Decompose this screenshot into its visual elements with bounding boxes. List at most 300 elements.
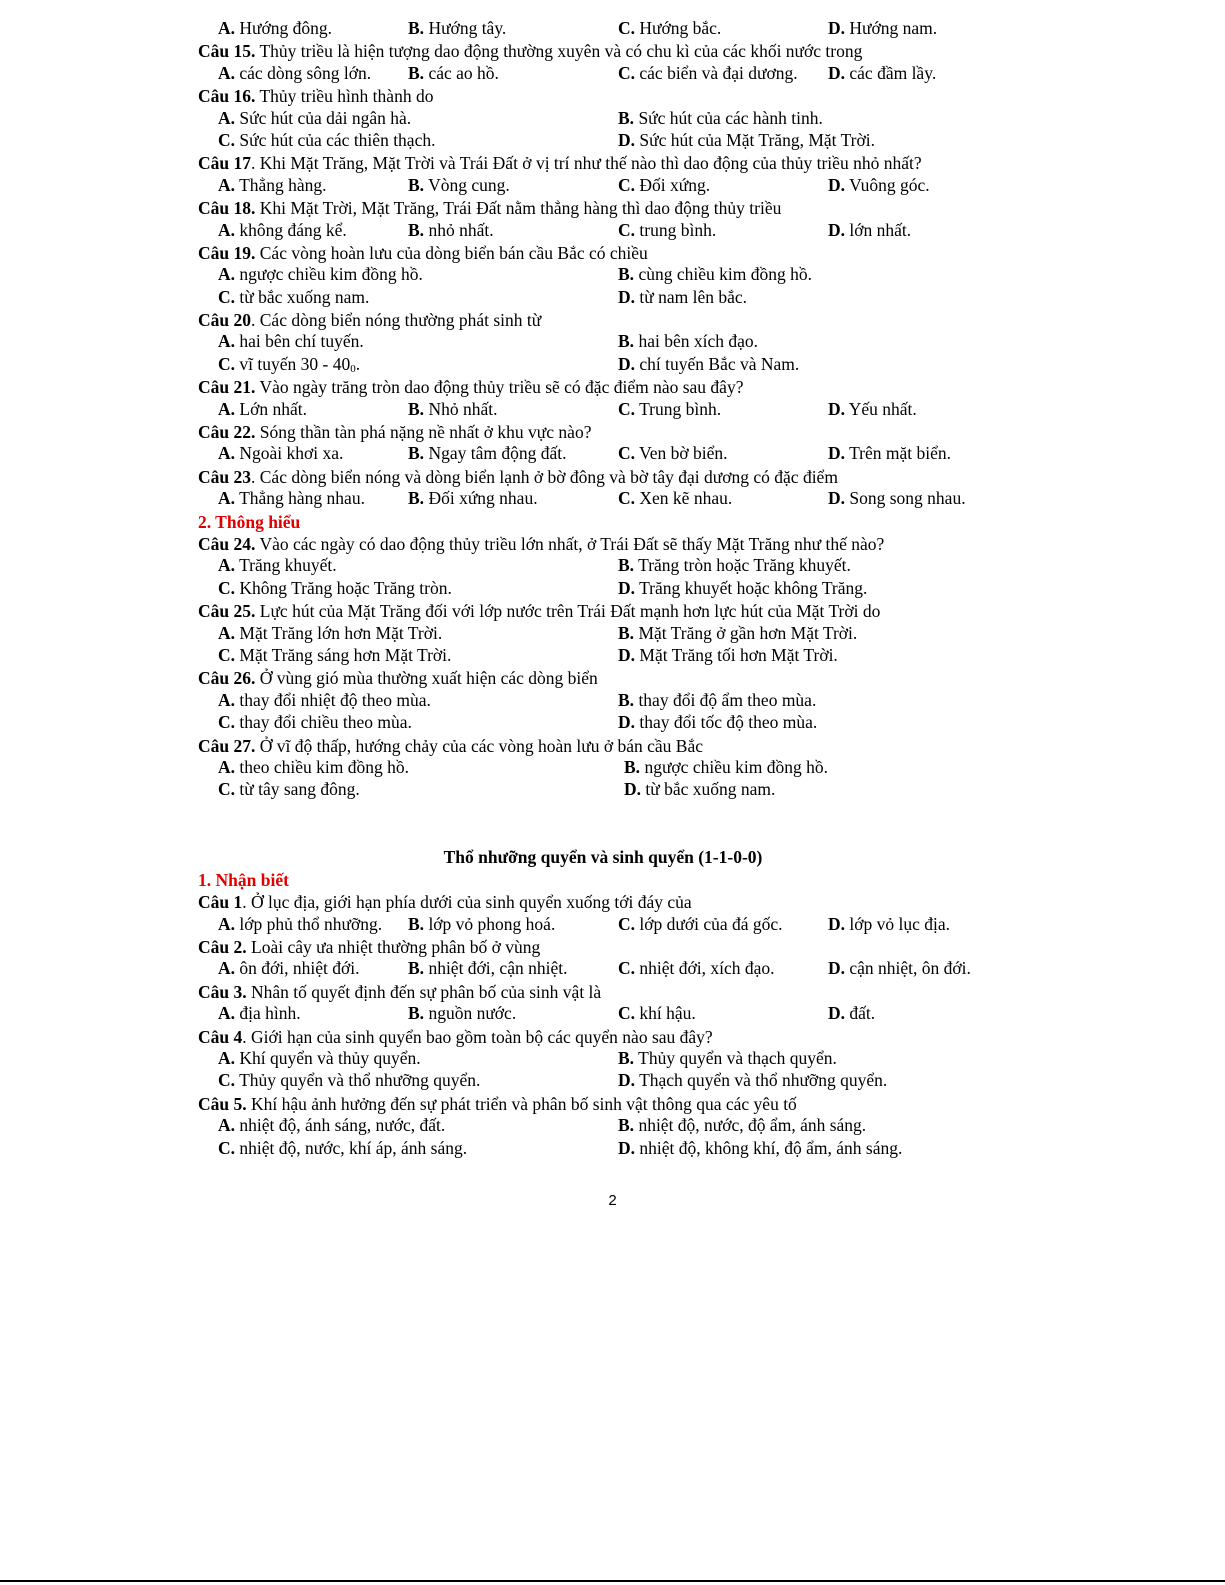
option-letter: C. (618, 62, 636, 83)
option-text: cùng chiều kim đồng hồ. (638, 264, 812, 285)
option-d (828, 1003, 875, 1024)
option-letter: A. (218, 488, 236, 509)
option-c (618, 175, 710, 196)
question-stem (198, 242, 1008, 264)
option-letter: A. (218, 219, 236, 240)
question-number: Câu 17 (198, 153, 251, 174)
option-letter: C. (218, 1137, 236, 1158)
option-letter: C. (218, 577, 236, 598)
option-text: Vòng cung. (428, 174, 510, 195)
question-block-2 (198, 533, 1008, 802)
option-text: các ao hồ. (428, 62, 499, 83)
option-letter: A. (218, 756, 236, 777)
option-letter: D. (618, 286, 636, 307)
question-text: . Khi Mặt Trăng, Mặt Trời và Trái Đất ở vị trí như thế nào thì dao động của thủy triều nhỏ nhất? (251, 153, 922, 174)
option-letter: D. (618, 577, 636, 598)
question-number: Câu 23 (198, 466, 251, 487)
options-row (198, 354, 1008, 376)
question-stem (198, 309, 1008, 331)
question-text: Thủy triều là hiện tượng dao động thường xuyên và có chu kì của các khối nước trong (259, 41, 863, 62)
question-text: . Các dòng biển nóng và dòng biển lạnh ở bờ đông và bờ tây đại dương có đặc điểm (251, 466, 838, 487)
option-c (618, 914, 783, 935)
option-text: Sức hút của các thiên thạch. (239, 129, 436, 150)
question-text: Ở vùng gió mùa thường xuất hiện các dòng biển (259, 668, 598, 689)
question-text: . Các dòng biển nóng thường phát sinh từ (251, 310, 542, 331)
option-d (828, 399, 917, 420)
option-letter: B. (618, 107, 635, 128)
option-c (218, 712, 412, 733)
options-row (198, 1003, 1008, 1025)
question-text: Các vòng hoàn lưu của dòng biển bán cầu Bắc có chiều (259, 242, 648, 263)
option-letter: D. (618, 712, 636, 733)
option-letter: B. (408, 219, 425, 240)
option-letter: A. (218, 174, 236, 195)
option-a: A. Hướng đông. (218, 18, 333, 38)
option-letter: D. (828, 488, 846, 509)
option-c (618, 488, 732, 509)
option-b (408, 443, 566, 464)
option-text: nhiệt độ, ánh sáng, nước, đất. (239, 1115, 446, 1136)
option-d (828, 63, 936, 84)
option-b (618, 108, 823, 129)
option-c (218, 287, 369, 308)
option-letter: A. (218, 913, 236, 934)
question-text: Vào ngày trăng tròn dao động thủy triều sẽ có đặc điểm nào sau đây? (259, 377, 744, 398)
question-number: Câu 27. (198, 735, 256, 756)
question-number: Câu 21. (198, 377, 256, 398)
option-text: Trung bình. (639, 398, 722, 419)
option-text: theo chiều kim đồng hồ. (239, 756, 410, 777)
option-b (618, 1115, 866, 1136)
option-text: nhiệt độ, không khí, độ ẩm, ánh sáng. (639, 1137, 903, 1158)
question-number: Câu 16. (198, 86, 256, 107)
page-number: 2 (608, 1192, 617, 1209)
option-letter: A. (218, 958, 236, 979)
option-text: Mặt Trăng sáng hơn Mặt Trời. (239, 644, 452, 665)
option-a (218, 1115, 445, 1136)
option-text: nhiệt độ, nước, độ ẩm, ánh sáng. (638, 1115, 867, 1136)
option-text: lớp vỏ lục địa. (849, 913, 951, 934)
question-number: Câu 22. (198, 422, 256, 443)
options-row (198, 1070, 1008, 1092)
option-letter: C. (218, 779, 236, 800)
options-row (198, 399, 1008, 421)
option-a (218, 443, 343, 464)
question-stem (198, 152, 1008, 174)
option-c (218, 645, 451, 666)
option-text: hai bên xích đạo. (638, 331, 758, 352)
option-b (408, 220, 494, 241)
option-text: Mặt Trăng ở gần hơn Mặt Trời. (638, 622, 858, 643)
option-letter: C. (218, 286, 236, 307)
option-b (408, 958, 567, 979)
option-text: vĩ tuyến 30 - 40 (239, 353, 351, 374)
option-letter: B. (408, 398, 425, 419)
option-text: từ tây sang đông. (239, 779, 360, 800)
question-number: Câu 1 (198, 892, 243, 913)
options-row (198, 914, 1008, 936)
option-text: Thủy quyển và thạch quyển. (638, 1047, 837, 1068)
option-letter: B. (618, 689, 635, 710)
option-letter: B. (618, 622, 635, 643)
section-heading-nhan-biet: 1. Nhận biết (198, 869, 289, 890)
question-stem (198, 197, 1008, 219)
option-letter: D. (828, 443, 846, 464)
question-stem (198, 936, 1008, 958)
option-text: khí hậu. (639, 1003, 696, 1024)
option-c: C. Hướng bắc. (618, 18, 722, 38)
question-number: Câu 3. (198, 981, 247, 1002)
option-text: Trăng khuyết hoặc không Trăng. (639, 577, 868, 598)
option-letter: D. (618, 644, 636, 665)
option-a (218, 399, 307, 420)
option-d (618, 712, 817, 733)
option-a (218, 914, 382, 935)
option-text: nhiệt đới, xích đạo. (639, 958, 775, 979)
option-text: địa hình. (239, 1003, 301, 1024)
option-d (618, 1138, 902, 1159)
question-text: . Ở lục địa, giới hạn phía dưới của sinh quyển xuống tới đáy của (242, 892, 692, 913)
option-letter: B. (408, 62, 425, 83)
option-text: từ bắc xuống nam. (645, 779, 776, 800)
option-letter: C. (218, 353, 236, 374)
option-letter: B. (408, 488, 425, 509)
option-letter: C. (618, 219, 636, 240)
option-letter: A. (218, 398, 236, 419)
options-row (198, 443, 1008, 465)
option-letter: B. (618, 555, 635, 576)
option-letter: D. (624, 779, 642, 800)
option-c (618, 1003, 696, 1024)
option-text: lớp dưới của đá gốc. (639, 913, 783, 934)
options-row (198, 690, 1008, 712)
option-b (408, 914, 555, 935)
option-letter: D. (828, 958, 846, 979)
option-b (408, 63, 499, 84)
option-text: Ngay tâm động đất. (428, 443, 567, 464)
option-letter: C. (218, 129, 236, 150)
option-text: chí tuyến Bắc và Nam. (639, 353, 800, 374)
section-heading-thong-hieu: 2. Thông hiểu (198, 511, 301, 532)
question-block-1 (198, 40, 1008, 510)
option-a (218, 264, 423, 285)
options-row (198, 623, 1008, 645)
option-text: các dòng sông lớn. (239, 62, 372, 83)
options-row (198, 175, 1008, 197)
options-row (198, 645, 1008, 667)
option-text: trung bình. (639, 219, 717, 240)
option-letter: C. (218, 644, 236, 665)
question-number: Câu 18. (198, 198, 256, 219)
options-row (198, 757, 1008, 779)
option-letter: D. (618, 1070, 636, 1091)
option-d (618, 287, 747, 308)
option-a (218, 175, 327, 196)
option-letter: C. (618, 913, 636, 934)
options-row (198, 578, 1008, 600)
option-text: Khí quyển và thủy quyển. (239, 1047, 421, 1068)
question-text: Thủy triều hình thành do (259, 86, 434, 107)
option-letter: B. (624, 756, 641, 777)
option-d (618, 354, 799, 375)
question-number: Câu 4 (198, 1026, 243, 1047)
option-text: thay đổi tốc độ theo mùa. (639, 712, 818, 733)
option-letter: A. (218, 1003, 236, 1024)
option-a (218, 331, 364, 352)
option-c (218, 1070, 480, 1091)
option-letter: D. (618, 1137, 636, 1158)
option-letter: D. (618, 129, 636, 150)
option-c (618, 958, 775, 979)
option-text: các biển và đại dương. (639, 62, 798, 83)
option-letter: A. (218, 622, 236, 643)
option-letter: A. (218, 689, 236, 710)
option-a (218, 958, 360, 979)
option-letter: B. (408, 443, 425, 464)
option-a (218, 488, 365, 509)
question-number: Câu 24. (198, 533, 256, 554)
option-text: Lớn nhất. (239, 398, 307, 419)
question-text: Vào các ngày có dao động thủy triều lớn nhất, ở Trái Đất sẽ thấy Mặt Trăng như thế nào? (259, 533, 885, 554)
option-text: nguồn nước. (428, 1003, 517, 1024)
option-text: Mặt Trăng tối hơn Mặt Trời. (639, 644, 838, 665)
question-text: Loài cây ưa nhiệt thường phân bố ở vùng (251, 937, 541, 958)
options-row (198, 779, 1008, 801)
option-letter: B. (618, 331, 635, 352)
question-number: Câu 5. (198, 1093, 247, 1114)
option-letter: C. (218, 712, 236, 733)
option-text: Sức hút của các hành tinh. (638, 107, 823, 128)
option-d (828, 220, 911, 241)
option-text: Yếu nhất. (848, 398, 917, 419)
question-stem (198, 891, 1008, 913)
option-letter: C. (618, 174, 636, 195)
option-c (218, 130, 435, 151)
question-number: Câu 20 (198, 310, 251, 331)
question-stem (198, 466, 1008, 488)
option-letter: C. (618, 1003, 636, 1024)
option-d (618, 645, 838, 666)
question-number: Câu 19. (198, 242, 256, 263)
question-stem (198, 376, 1008, 398)
option-text: thay đổi nhiệt độ theo mùa. (239, 689, 431, 710)
option-text: nhỏ nhất. (428, 219, 494, 240)
option-text: thay đổi chiều theo mùa. (239, 712, 412, 733)
option-text: ngược chiều kim đồng hồ. (239, 264, 423, 285)
page-bottom-rule (0, 1580, 1225, 1582)
option-c (618, 220, 716, 241)
option-text: Ven bờ biển. (639, 443, 728, 464)
option-c (218, 779, 360, 800)
option-letter: D. (828, 1003, 846, 1024)
option-text: Thủy quyển và thổ nhưỡng quyển. (239, 1070, 481, 1091)
question-stem (198, 600, 1008, 622)
option-letter: B. (408, 174, 425, 195)
option-text: Mặt Trăng lớn hơn Mặt Trời. (239, 622, 443, 643)
option-a (218, 690, 431, 711)
option-text: Vuông góc. (849, 174, 930, 195)
option-b (408, 399, 497, 420)
option-text: lớn nhất. (849, 219, 912, 240)
question-text: Lực hút của Mặt Trăng đối với lớp nước trên Trái Đất mạnh hơn lực hút của Mặt Trời do (259, 601, 881, 622)
options-row (198, 220, 1008, 242)
options-row (198, 1048, 1008, 1070)
option-text: Trên mặt biển. (849, 443, 951, 464)
option-a (218, 220, 347, 241)
option-text: lớp vỏ phong hoá. (428, 913, 556, 934)
option-d (828, 958, 971, 979)
option-c (618, 63, 798, 84)
options-row (198, 555, 1008, 577)
option-text: Xen kẽ nhau. (639, 488, 733, 509)
option-letter: A. (218, 107, 236, 128)
options-row (198, 331, 1008, 353)
question-stem (198, 1026, 1008, 1048)
option-letter: D. (828, 913, 846, 934)
option-a (218, 108, 411, 129)
option-d (618, 1070, 887, 1091)
option-a (218, 623, 442, 644)
option-letter: C. (618, 443, 636, 464)
option-b (408, 1003, 516, 1024)
option-text: từ bắc xuống nam. (239, 286, 370, 307)
question-block-3 (198, 891, 1008, 1160)
question-number: Câu 2. (198, 937, 247, 958)
option-text: Đối xứng. (639, 174, 711, 195)
option-letter: A. (218, 264, 236, 285)
option-a (218, 1048, 421, 1069)
option-b: B. Hướng tây. (408, 18, 507, 38)
option-c (218, 578, 452, 599)
option-text: nhiệt độ, nước, khí áp, ánh sáng. (239, 1137, 468, 1158)
question-stem (198, 533, 1008, 555)
question-number: Câu 25. (198, 601, 256, 622)
option-text: Sức hút của Mặt Trăng, Mặt Trời. (639, 129, 875, 150)
options-row (198, 287, 1008, 309)
option-letter: A. (218, 331, 236, 352)
options-row (198, 264, 1008, 286)
options-row (198, 488, 1008, 510)
option-text: Sức hút của dải ngân hà. (239, 107, 412, 128)
option-letter: A. (218, 443, 236, 464)
question-stem (198, 85, 1008, 107)
options-row (198, 63, 1008, 85)
option-a (218, 1003, 301, 1024)
option-d: D. Hướng nam. (828, 18, 938, 38)
option-d (618, 130, 875, 151)
question-stem (198, 40, 1008, 62)
question-stem (198, 1093, 1008, 1115)
question-number: Câu 26. (198, 668, 256, 689)
option-letter: D. (828, 174, 846, 195)
option-text: Ngoài khơi xa. (239, 443, 344, 464)
option-letter: B. (618, 264, 635, 285)
options-row (198, 1138, 1008, 1160)
option-b (618, 264, 812, 285)
option-letter: D. (828, 398, 846, 419)
options-row (198, 108, 1008, 130)
option-text: cận nhiệt, ôn đới. (849, 958, 971, 979)
options-row (198, 958, 1008, 980)
superscript-degree: 0 (350, 362, 356, 375)
option-letter: C. (618, 398, 636, 419)
option-text: các đầm lầy. (849, 62, 937, 83)
option-text: ngược chiều kim đồng hồ. (644, 756, 828, 777)
option-letter: A. (218, 1047, 236, 1068)
option-letter: A. (218, 555, 236, 576)
option-letter: A. (218, 1115, 236, 1136)
option-letter: A. (218, 62, 236, 83)
option-b (618, 331, 758, 352)
option-b (618, 1048, 837, 1069)
option-a (218, 555, 337, 576)
option-text: Trăng khuyết. (239, 555, 337, 576)
question-text: Sóng thần tàn phá nặng nề nhất ở khu vực nào? (259, 422, 592, 443)
option-letter: B. (618, 1115, 635, 1136)
option-letter: D. (828, 219, 846, 240)
question-stem (198, 735, 1008, 757)
question-text: . Giới hạn của sinh quyển bao gồm toàn bộ các quyển nào sau đây? (242, 1026, 713, 1047)
question-number: Câu 15. (198, 41, 256, 62)
chapter-title: Thổ nhưỡng quyển và sinh quyển (1-1-0-0) (443, 847, 763, 868)
option-text: Không Trăng hoặc Trăng tròn. (239, 577, 452, 598)
option-text: thay đổi độ ẩm theo mùa. (638, 689, 817, 710)
option-b (618, 555, 851, 576)
option-letter: C. (218, 1070, 236, 1091)
option-text: nhiệt đới, cận nhiệt. (428, 958, 568, 979)
question-stem (198, 667, 1008, 689)
option-text: không đáng kể. (239, 219, 347, 240)
exam-page-content (198, 18, 1008, 1160)
option-d (618, 578, 867, 599)
option-b (624, 757, 828, 778)
option-text: Thạch quyển và thổ nhưỡng quyển. (639, 1070, 888, 1091)
option-letter: D. (618, 353, 636, 374)
option-c (218, 1138, 467, 1159)
option-letter: C. (618, 958, 636, 979)
options-row (198, 130, 1008, 152)
question-text: Khi Mặt Trời, Mặt Trăng, Trái Đất nằm thẳng hàng thì dao động thủy triều (259, 198, 782, 219)
option-d (828, 488, 966, 509)
option-b (408, 488, 538, 509)
option-a (218, 757, 409, 778)
option-letter: B. (618, 1047, 635, 1068)
option-c (218, 354, 360, 375)
option-text: ôn đới, nhiệt đới. (239, 958, 360, 979)
options-row (198, 1115, 1008, 1137)
top-options-row (198, 18, 1008, 40)
option-text: Đối xứng nhau. (428, 488, 538, 509)
option-text: Thẳng hàng nhau. (239, 488, 365, 509)
options-row (198, 712, 1008, 734)
option-text: Trăng tròn hoặc Trăng khuyết. (638, 555, 851, 576)
option-b (618, 623, 857, 644)
option-d (828, 175, 930, 196)
option-d (624, 779, 775, 800)
option-text: hai bên chí tuyến. (239, 331, 364, 352)
question-text: Nhân tố quyết định đến sự phân bố của sinh vật là (251, 981, 602, 1002)
option-text: Song song nhau. (849, 488, 966, 509)
option-a (218, 63, 371, 84)
question-stem (198, 421, 1008, 443)
option-letter: D. (828, 62, 846, 83)
option-letter: C. (618, 488, 636, 509)
option-text: Nhỏ nhất. (428, 398, 498, 419)
option-letter: B. (408, 1003, 425, 1024)
option-letter: B. (408, 958, 425, 979)
option-text: từ nam lên bắc. (639, 286, 748, 307)
option-c (618, 399, 721, 420)
